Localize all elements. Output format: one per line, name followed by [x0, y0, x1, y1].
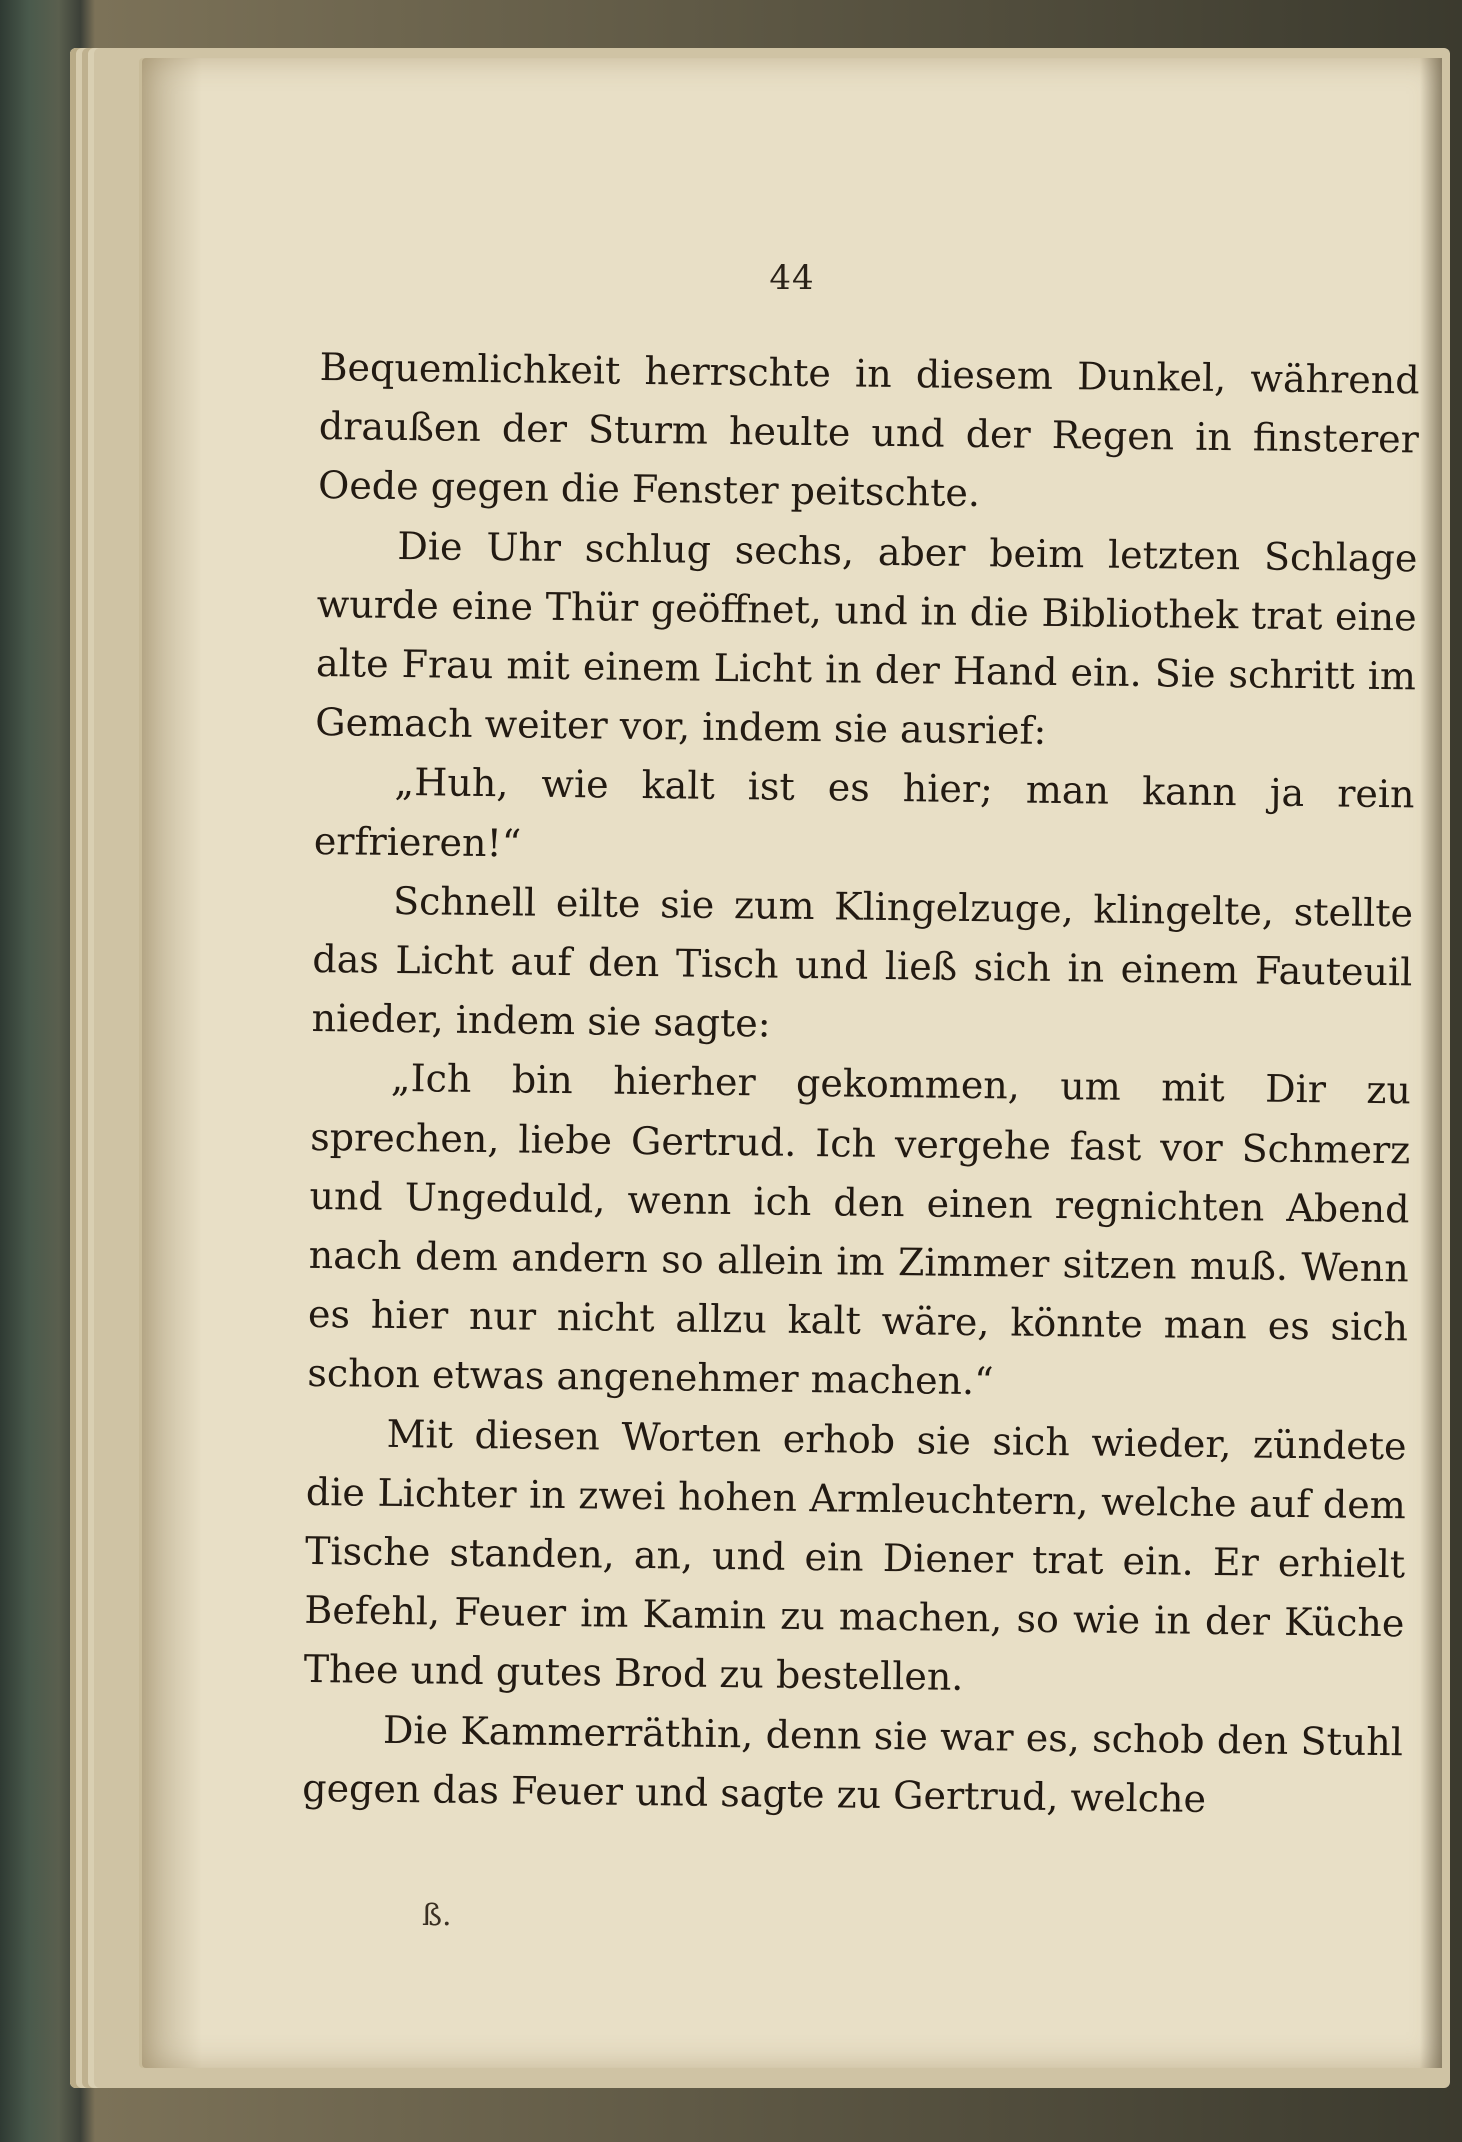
- paragraph-4: Schnell eilte sie zum Klingelzuge, klingelte, stellte das Licht auf den Tisch und ließ sich in einem Fauteuil nieder, indem sie sagte:: [311, 878, 1414, 1046]
- paragraph-2: Die Uhr schlug sechs, aber beim letzten Schlage wurde eine Thür geöffnet, und in die Bibliothek trat eine alte Frau mit einem Licht in der Hand ein. Sie schritt im Gemach weiter vor, indem sie ausrief:: [315, 523, 1418, 754]
- page-number: 44: [769, 258, 815, 298]
- spine-shadow: [142, 58, 202, 2068]
- book-page: [142, 58, 1442, 2068]
- paragraph-5: „Ich bin hierher gekommen, um mit Dir zu sprechen, liebe Gertrud. Ich vergehe fast vor Schmerz und Ungeduld, wenn ich den einen regnichten Abend nach dem andern so allein im Zimmer sitzen muß. Wenn es hier nur nicht allzu kalt wäre, könnte man es sich schon etwas angenehmer machen.“: [307, 1056, 1412, 1404]
- signature-mark: ß.: [422, 1898, 452, 1933]
- paragraph-1: Bequemlichkeit herrschte in diesem Dunkel, während draußen der Sturm heulte und der Regen in finsterer Oede gegen die Fenster peitschte.: [317, 344, 1420, 516]
- paragraph-7: Die Kammerräthin, denn sie war es, schob den Stuhl gegen das Feuer und sagte zu Gertrud, welche: [302, 1707, 1404, 1821]
- page-right-edge: [1420, 58, 1442, 2068]
- paragraph-3: „Huh, wie kalt ist es hier; man kann ja rein erfrieren!“: [313, 760, 1415, 866]
- paragraph-6: Mit diesen Worten erhob sie sich wieder, zündete die Lichter in zwei hohen Armleuchtern, welche auf dem Tische standen, an, und ein Diener trat ein. Er erhielt Befehl, Feuer im Kamin zu machen, so wie in der Küche Thee und gutes Brod zu bestellen.: [303, 1411, 1407, 1700]
- body-text: [302, 338, 1420, 1831]
